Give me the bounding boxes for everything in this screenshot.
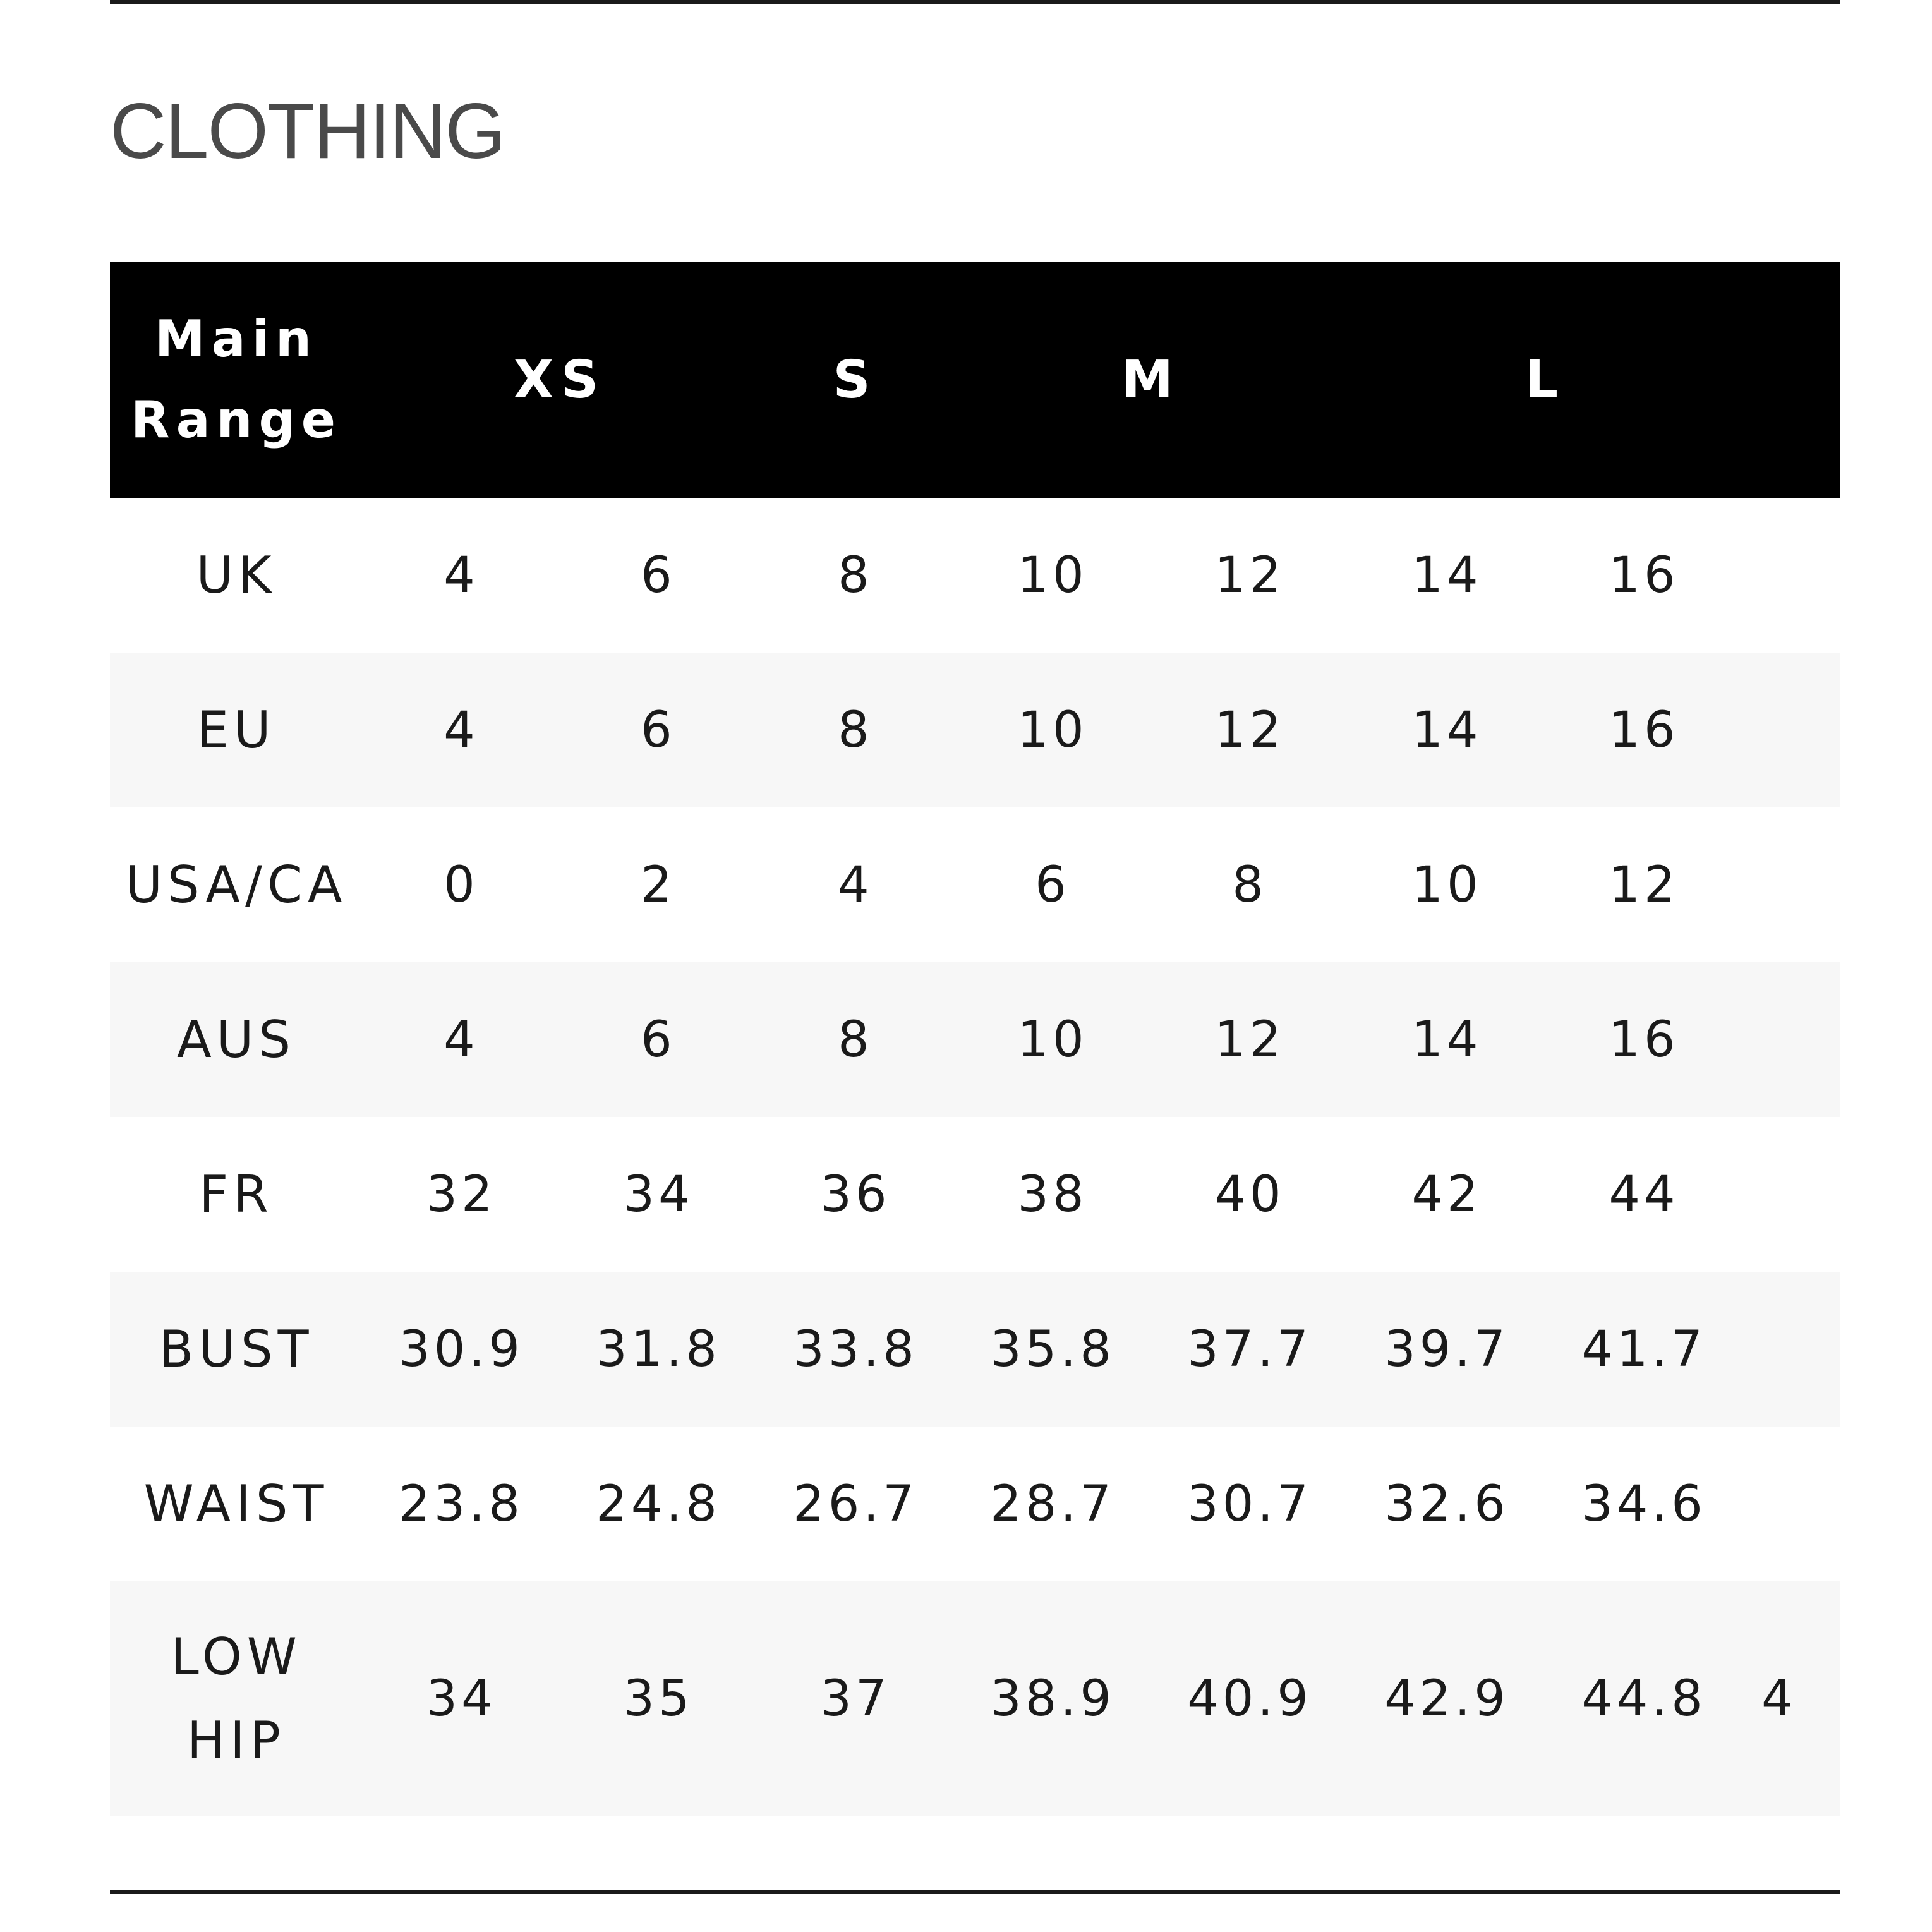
- header-main-range: [110, 262, 363, 498]
- table-cell: 16: [1609, 701, 1679, 759]
- table-cell: 41.7: [1581, 1320, 1706, 1378]
- table-row-fr: [110, 1117, 1840, 1272]
- table-cell: 8: [1232, 856, 1267, 914]
- table-cell: 44.8: [1581, 1670, 1706, 1727]
- table-row-low-hip: [110, 1581, 1840, 1816]
- table-cell: 42.9: [1384, 1670, 1509, 1727]
- overflow-value: 4: [1761, 1670, 1797, 1727]
- table-cell: 23.8: [399, 1475, 524, 1533]
- table-cell-overflow: [1742, 807, 1840, 962]
- table-cell: 0: [444, 856, 479, 914]
- table-cell-overflow: [1742, 1272, 1840, 1427]
- table-row-uk: [110, 498, 1840, 653]
- header-overflow-cell: [1742, 262, 1840, 498]
- table-cell: 10: [1017, 1011, 1088, 1068]
- table-row-eu: [110, 653, 1840, 807]
- table-cell: 34: [426, 1670, 497, 1727]
- table-cell-overflow: [1742, 653, 1840, 807]
- table-cell: 16: [1609, 546, 1679, 604]
- table-cell: 28.7: [990, 1475, 1115, 1533]
- table-cell: 8: [838, 546, 873, 604]
- table-cell: 33.8: [793, 1320, 918, 1378]
- table-cell: 6: [1035, 856, 1070, 914]
- header-size-s: S: [833, 349, 878, 410]
- table-cell: 42: [1411, 1166, 1482, 1223]
- table-cell: 34: [623, 1166, 694, 1223]
- table-cell: 39.7: [1384, 1320, 1509, 1378]
- table-cell: 4: [444, 1011, 479, 1068]
- table-cell: 4: [444, 546, 479, 604]
- top-divider: [110, 0, 1840, 4]
- section-title: CLOTHING: [110, 88, 505, 175]
- table-cell: 8: [838, 1011, 873, 1068]
- table-cell: 40: [1214, 1166, 1285, 1223]
- table-cell-overflow: [1742, 498, 1840, 653]
- table-header-row: [110, 262, 1840, 498]
- table-cell: 14: [1411, 701, 1482, 759]
- table-cell: 37.7: [1187, 1320, 1312, 1378]
- table-cell: 37: [820, 1670, 891, 1727]
- table-cell: 31.8: [596, 1320, 721, 1378]
- table-cell: 2: [641, 856, 676, 914]
- table-cell: 16: [1609, 1011, 1679, 1068]
- table-cell: 30.9: [399, 1320, 524, 1378]
- row-label-line2: HIP: [187, 1711, 286, 1770]
- table-cell: 38.9: [990, 1670, 1115, 1727]
- table-cell: 38: [1017, 1166, 1088, 1223]
- row-label: UK: [196, 545, 277, 605]
- table-row-bust: [110, 1272, 1840, 1427]
- table-cell-overflow: [1742, 1581, 1840, 1816]
- row-label: FR: [199, 1164, 274, 1224]
- table-cell: 6: [641, 546, 676, 604]
- header-size-m: M: [1121, 349, 1181, 410]
- table-cell: 24.8: [596, 1475, 721, 1533]
- table-cell: 12: [1214, 546, 1285, 604]
- table-cell-overflow: [1742, 1117, 1840, 1272]
- table-cell: 12: [1609, 856, 1679, 914]
- table-cell: 6: [641, 701, 676, 759]
- table-cell: 34.6: [1581, 1475, 1706, 1533]
- row-label-line1: LOW: [171, 1627, 302, 1686]
- table-cell: 6: [641, 1011, 676, 1068]
- table-cell: 14: [1411, 546, 1482, 604]
- row-label: [110, 1581, 363, 1816]
- table-cell: 36: [820, 1166, 891, 1223]
- table-cell: 32.6: [1384, 1475, 1509, 1533]
- header-main-range-line2: Range: [130, 390, 342, 449]
- table-cell: 44: [1609, 1166, 1679, 1223]
- bottom-divider: [110, 1890, 1840, 1894]
- row-label: BUST: [159, 1319, 314, 1379]
- table-cell-overflow: [1742, 962, 1840, 1117]
- table-cell: 12: [1214, 1011, 1285, 1068]
- table-cell: 12: [1214, 701, 1285, 759]
- table-cell: 35.8: [990, 1320, 1115, 1378]
- table-cell: 10: [1411, 856, 1482, 914]
- row-label: WAIST: [143, 1474, 329, 1533]
- table-cell: 14: [1411, 1011, 1482, 1068]
- table-row-waist: [110, 1427, 1840, 1581]
- table-row-aus: [110, 962, 1840, 1117]
- row-label: EU: [196, 700, 276, 759]
- size-chart-table-container[interactable]: [110, 262, 1840, 1817]
- row-label: USA/CA: [125, 855, 347, 914]
- row-label: AUS: [176, 1010, 296, 1069]
- table-cell: 4: [838, 856, 873, 914]
- table-cell: 8: [838, 701, 873, 759]
- table-cell: 32: [426, 1166, 497, 1223]
- table-row-usa-ca: [110, 807, 1840, 962]
- header-main-range-line1: Main: [155, 310, 318, 368]
- table-cell: 40.9: [1187, 1670, 1312, 1727]
- table-cell-overflow: [1742, 1427, 1840, 1581]
- table-cell: 35: [623, 1670, 694, 1727]
- header-size-l: L: [1524, 349, 1566, 410]
- table-cell: 10: [1017, 546, 1088, 604]
- table-cell: 30.7: [1187, 1475, 1312, 1533]
- table-cell: 4: [444, 701, 479, 759]
- header-size-xs: XS: [513, 349, 607, 410]
- size-chart-table: [110, 262, 1840, 1816]
- table-cell: 26.7: [793, 1475, 918, 1533]
- table-cell: 10: [1017, 701, 1088, 759]
